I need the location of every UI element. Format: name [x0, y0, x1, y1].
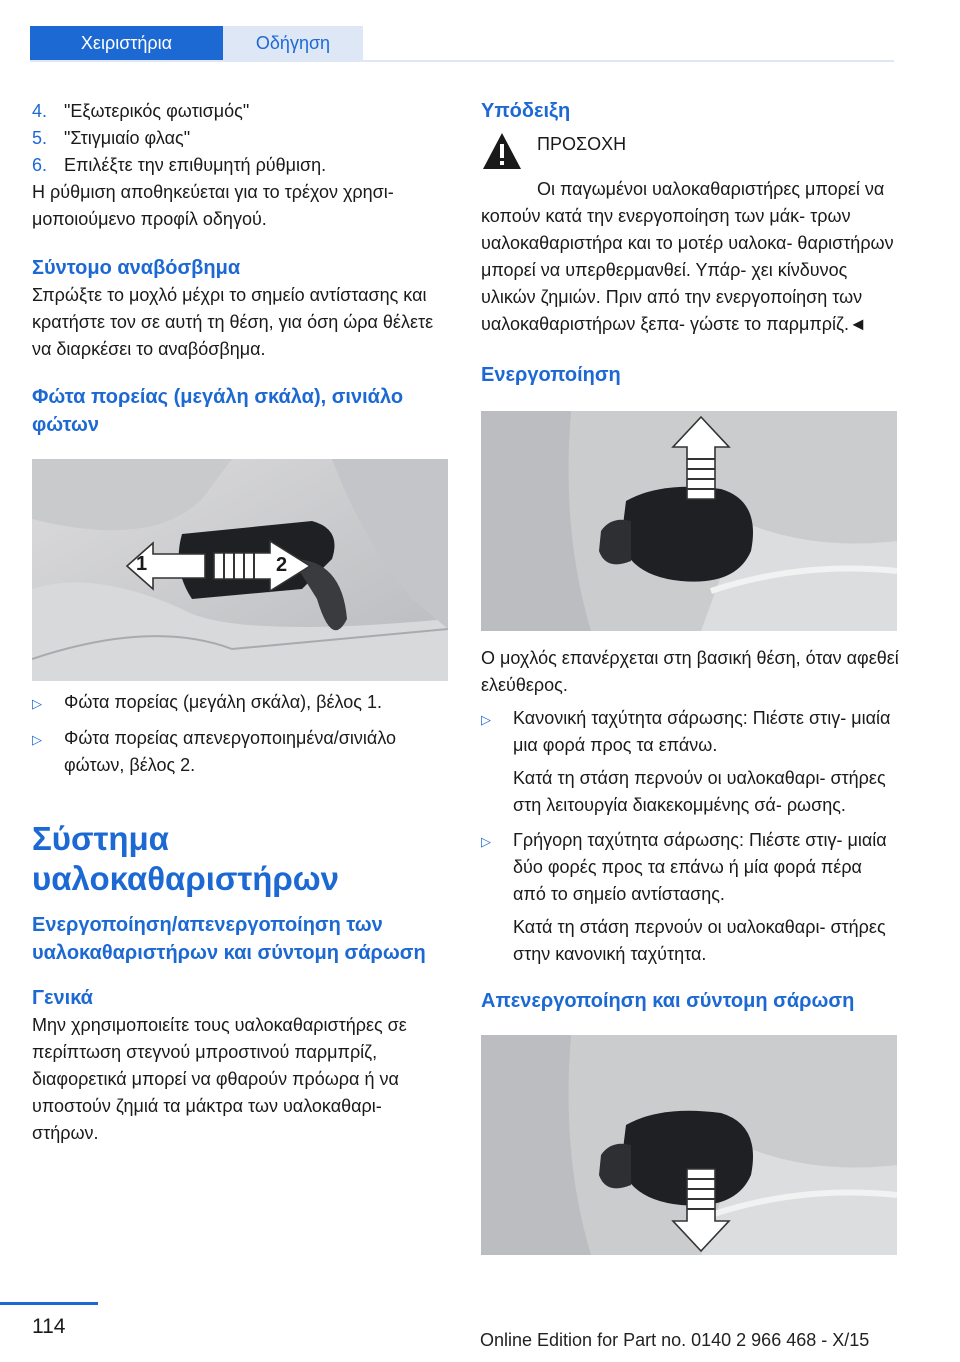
list-item [32, 689, 450, 717]
return-text: Ο μοχλός επανέρχεται στη βασική θέση, όταν αφεθεί ελεύθερος. [481, 648, 899, 695]
arrow-right-icon [212, 539, 312, 593]
note-title: Υπόδειξη [481, 100, 571, 122]
tab-controls[interactable]: Χειριστήρια [30, 26, 223, 60]
bullet-subtext: Κατά τη στάση περνούν οι υαλοκαθαρι‐ στήρες στην κανονική ταχύτητα. [513, 917, 886, 964]
step-text: "Εξωτερικός φωτισμός" [64, 101, 250, 121]
wiper-activation-figure [481, 411, 897, 631]
page-number: 114 [32, 1315, 66, 1338]
wiper-subsection-title: Ενεργοποίηση/απενεργοποίηση των υαλοκαθαριστήρων και σύντομη σάρωση [32, 914, 426, 964]
steps-list [32, 98, 450, 179]
step-text: Επιλέξτε την επιθυμητή ρύθμιση. [64, 155, 327, 175]
footer-divider [0, 1302, 98, 1305]
list-item [32, 725, 450, 779]
step-text: "Στιγμιαίο φλας" [64, 128, 191, 148]
bullet-icon: ▷ [32, 732, 42, 747]
caution-label: ΠΡΟΣΟΧΗ [537, 134, 627, 154]
header-divider [30, 60, 894, 62]
caution-block [481, 131, 899, 176]
arrow-label-2: 2 [276, 554, 288, 576]
bullet-icon: ▷ [32, 696, 42, 711]
activation-title: Ενεργοποίηση [481, 364, 621, 386]
header-tabs [30, 26, 894, 62]
bullet-text: Φώτα πορείας απενεργοποιημένα/σινιάλο φώτων, βέλος 2. [64, 728, 397, 775]
arrow-down-icon [671, 1167, 731, 1253]
bullet-icon: ▷ [481, 834, 491, 849]
wiper-section-title: Σύστημα υαλοκαθαριστήρων [32, 820, 340, 897]
bullet-subtext: Κατά τη στάση περνούν οι υαλοκαθαρι‐ στήρες στη λειτουργία διακεκομμένης σά‐ ρωσης. [513, 768, 886, 815]
right-column [481, 98, 899, 1255]
short-blink-title: Σύντομο αναβόσβημα [32, 257, 241, 279]
caution-text: Οι παγωμένοι υαλοκαθαριστήρες μπορεί να κοπούν κατά την ενεργοποίηση των μάκ‐ τρων υαλοκαθαριστήρα και το μοτέρ υαλοκα‐ θαριστήρων μπορεί να υπερθερμανθεί. Υπάρ‐ χει κίνδυνος υλικών ζημιών. Πριν από την ενεργοποίηση των υαλοκαθαριστήρων ξεπα‐ γώστε το παρμπρίζ.◄ [481, 179, 894, 334]
high-beam-title: Φώτα πορείας (μεγάλη σκάλα), σινιάλο φώτων [32, 386, 404, 436]
saved-text: Η ρύθμιση αποθηκεύεται για το τρέχον χρησι‐ μοποιούμενο προφίλ οδηγού. [32, 182, 394, 229]
list-item [481, 705, 899, 759]
warning-icon [481, 131, 537, 176]
left-column [32, 98, 450, 1147]
list-item [32, 125, 450, 152]
high-beam-bullets [32, 689, 450, 779]
high-beam-lever-figure [32, 459, 448, 681]
bullet-text: Φώτα πορείας (μεγάλη σκάλα), βέλος 1. [64, 692, 382, 712]
edition-text: Online Edition for Part no. 0140 2 966 468 - X/15 [480, 1330, 870, 1350]
step-number: 4. [32, 101, 48, 121]
short-blink-text: Σπρώξτε το μοχλό μέχρι το σημείο αντίστασης και κρατήστε τον σε αυτή τη θέση, για όση ώρα θέλετε να διαρκέσει το αναβόσβημα. [32, 285, 434, 359]
arrow-up-icon [671, 415, 731, 501]
list-item [32, 98, 450, 125]
tab-driving[interactable]: Οδήγηση [223, 26, 363, 60]
list-item [32, 152, 450, 179]
bullet-icon: ▷ [481, 712, 491, 727]
step-number: 5. [32, 128, 48, 148]
list-item [481, 827, 899, 908]
speed-bullets [481, 705, 899, 968]
general-title: Γενικά [32, 987, 93, 1009]
arrow-label-1: 1 [136, 553, 148, 575]
bullet-text: Γρήγορη ταχύτητα σάρωσης: Πιέστε στιγ‐ μιαία δύο φορές προς τα επάνω ή μία φορά πέρα από το σημείο αντίστασης. [513, 830, 887, 904]
wiper-deactivation-figure [481, 1035, 897, 1255]
bullet-text: Κανονική ταχύτητα σάρωσης: Πιέστε στιγ‐ μιαία μια φορά προς τα επάνω. [513, 708, 891, 755]
step-number: 6. [32, 155, 48, 175]
deactivation-title: Απενεργοποίηση και σύντομη σάρωση [481, 990, 855, 1012]
general-text: Μην χρησιμοποιείτε τους υαλοκαθαριστήρες σε περίπτωση στεγνού μπροστινού παρμπρίζ, διαφορετικά μπορεί να φθαρούν πρόωρα ή να υποστούν ζημιά τα μάκτρα των υαλοκαθαρι‐ στήρων. [32, 1015, 407, 1143]
